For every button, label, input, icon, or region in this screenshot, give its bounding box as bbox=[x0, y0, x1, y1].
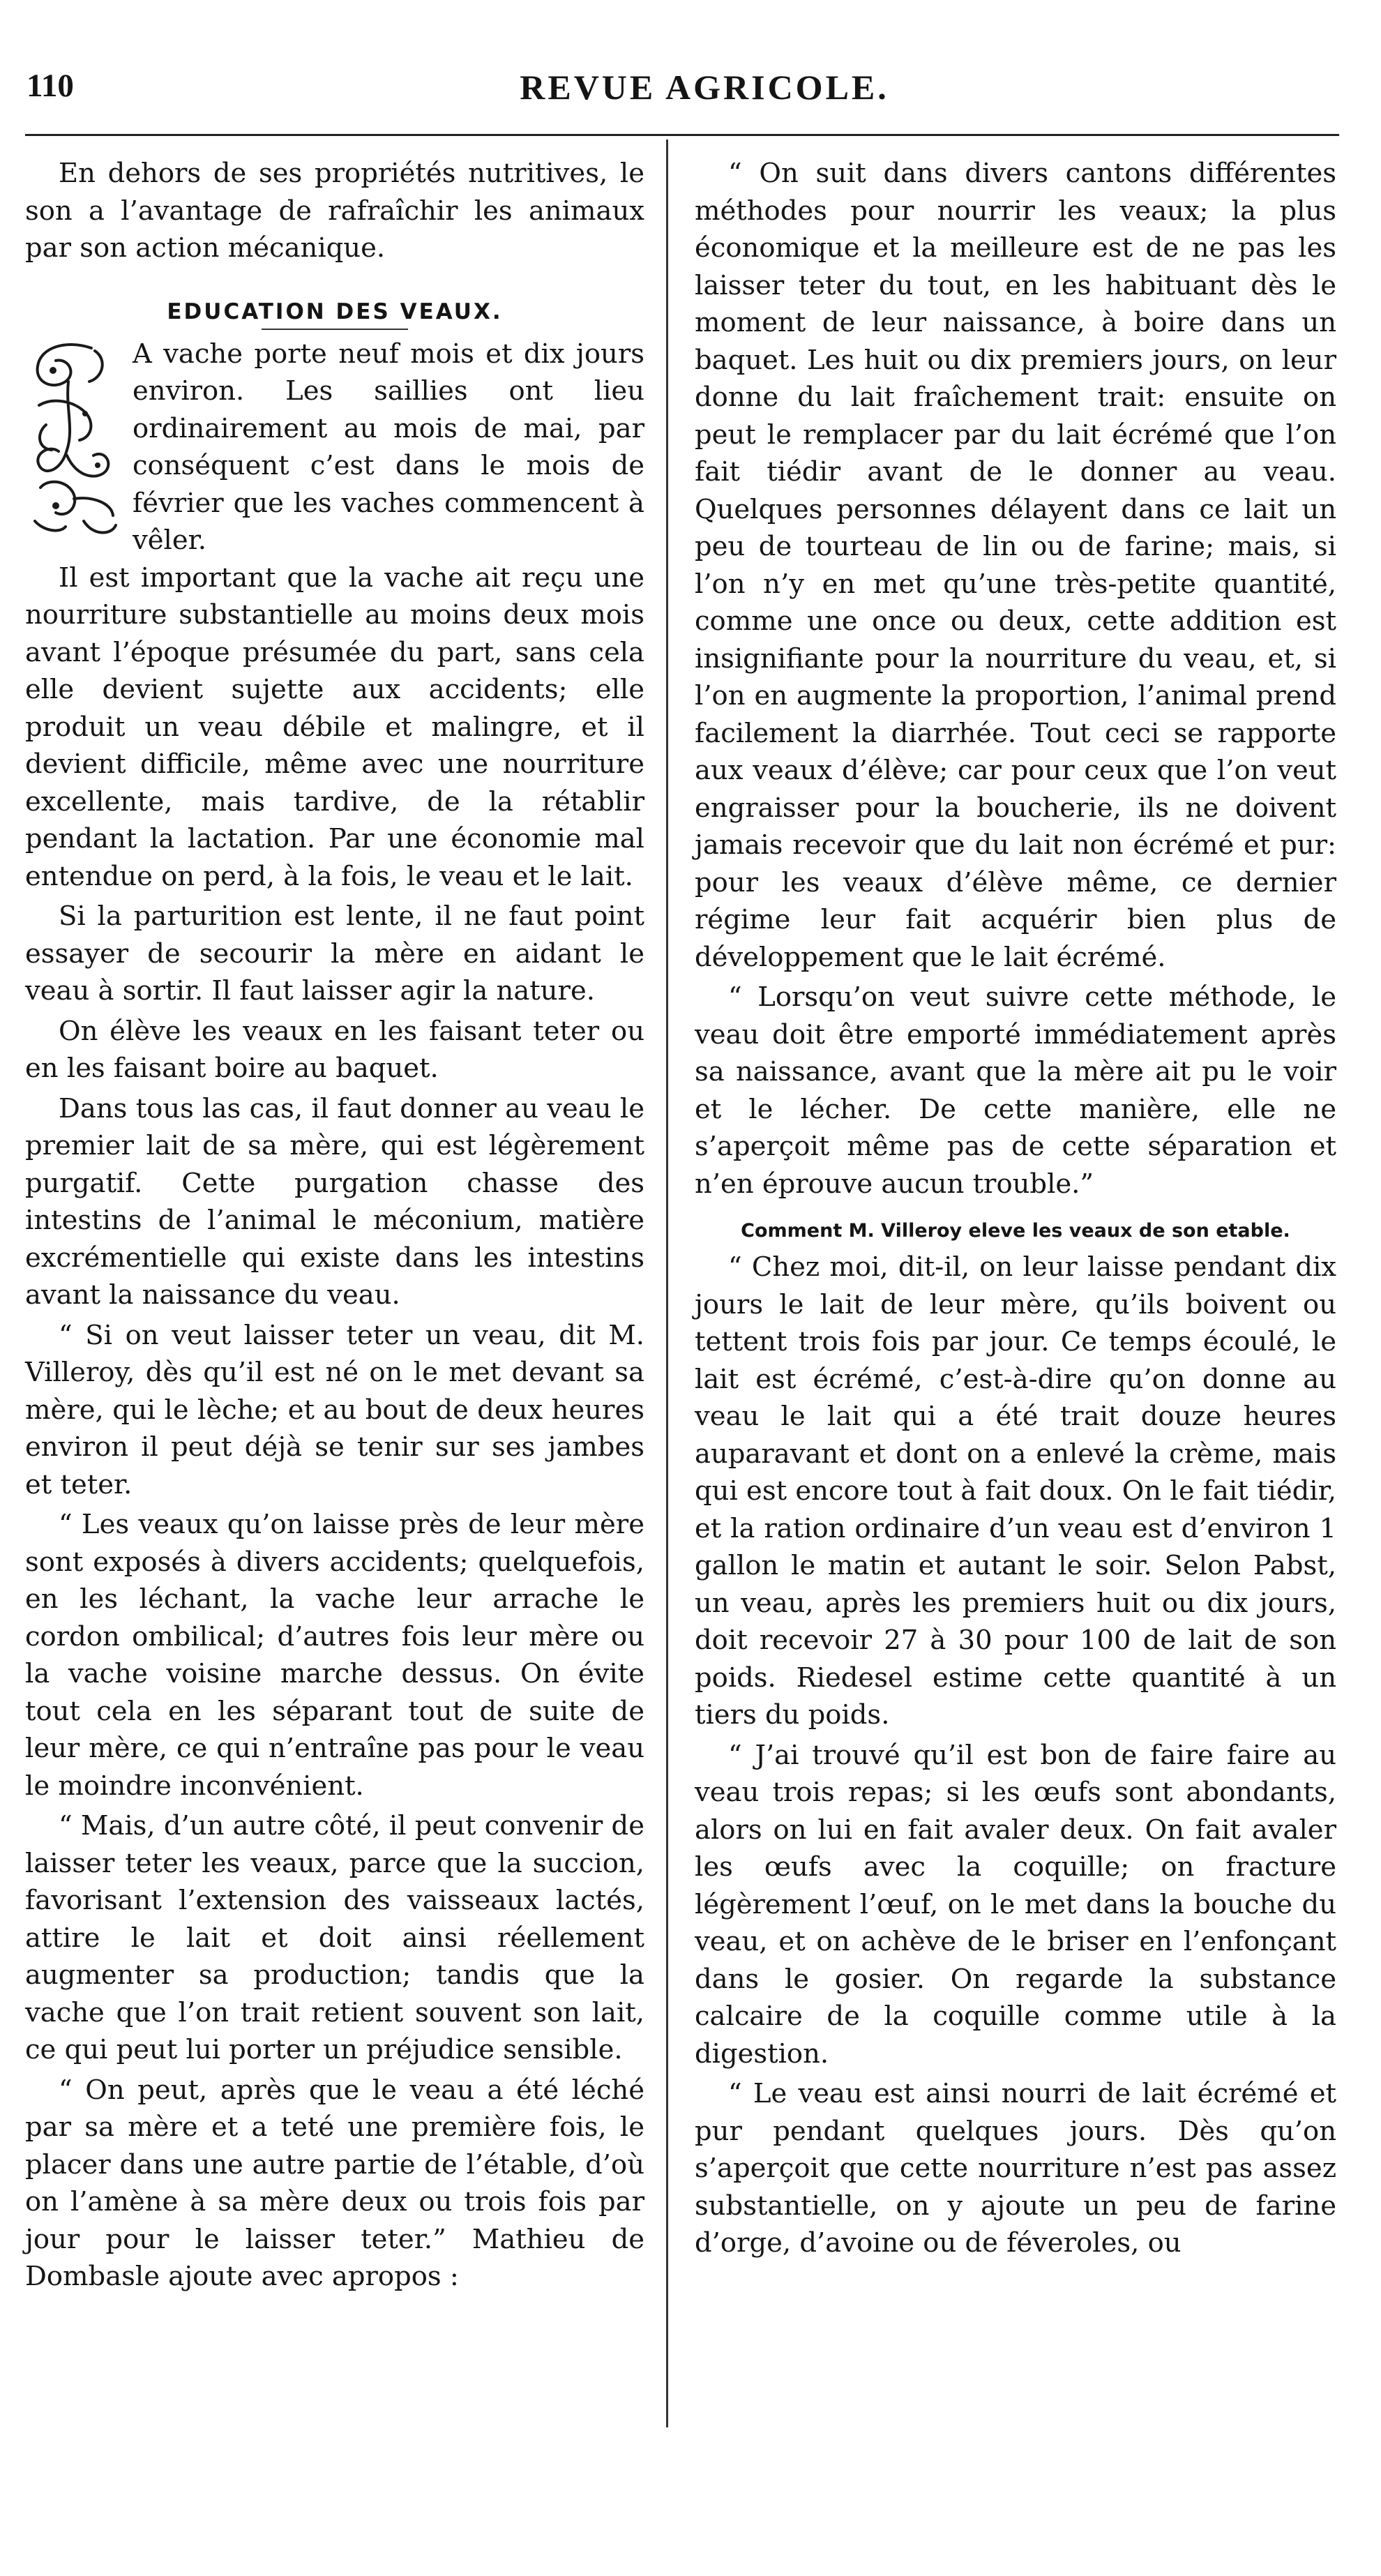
section-heading-rule bbox=[262, 329, 408, 330]
paragraph-le-veau: “ Le veau est ainsi nourri de lait écrémé et pur pendant quelques jours. Dès qu’on s’aperçoit que cette nourriture n’est pas assez substantielle, on y ajoute un peu de farine d’orge, d’avoine ou de féveroles, ou bbox=[695, 2078, 1336, 2259]
paragraph-dans-tous: Dans tous las cas, il faut donner au veau le premier lait de sa mère, qui est légèrement purgatif. Cette purgation chasse des intestins de l’animal le méconium, matière excrémentielle qui existe dans les intestins avant la naissance du veau. bbox=[25, 1092, 644, 1311]
paragraph-intro: En dehors de ses propriétés nutritives, le son a l’avantage de rafraîchir les animaux par son action mécanique. bbox=[25, 158, 644, 264]
running-head: REVUE AGRICOLE. bbox=[520, 68, 889, 107]
paragraph-on-peut: “ On peut, après que le veau a été léché par sa mère et a teté une première fois, le placer dans une autre partie de l’étable, d’où on l’amène à sa mère deux ou trois fois par jour pour le laisser teter.” Mathieu de Dombasle ajoute avec apropos : bbox=[25, 2074, 644, 2292]
paragraph-chez-moi: “ Chez moi, dit-il, on leur laisse pendant dix jours le lait de leur mère, qu’ils boivent ou tettent trois fois par jour. Ce temps écoulé, le lait est écrémé, c’est-à-dire qu’on donne au veau le lait qui a été trait douze heures auparavant et dont on a enlevé la crème, mais qui est encore tout à fait doux. On le fait tiédir, et la ration ordinaire d’un veau est d’environ 1 gallon le matin et autant le soir. Selon Pabst, un veau, après les premiers huit ou dix jours, doit recevoir 27 à 30 pour 100 de lait de son poids. Riedesel estime cette quantité à un tiers du poids. bbox=[695, 1251, 1336, 1731]
paragraph-first-text: A vache porte neuf mois et dix jours environ. Les saillies ont lieu ordinairement au mois de mai, par conséquent c’est dans le mois de février que les vaches commencent à vêler. bbox=[133, 338, 644, 556]
paragraph-eleve: On élève les veaux en les faisant teter ou en les faisant boire au baquet. bbox=[25, 1015, 644, 1084]
paragraph-important: Il est important que la vache ait reçu une nourriture substantielle au moins deux mois avant l’époque présumée du part, sans cela elle devient sujette aux accidents; elle produit un veau débile et malingre, et il devient difficile, même avec une nourriture excellente, mais tardive, de la rétablir pendant la lactation. Par une économie mal entendue on perd, à la fois, le veau et le lait. bbox=[25, 562, 644, 892]
paragraph-on-suit: “ On suit dans divers cantons différentes méthodes pour nourrir les veaux; la plus économique et la meilleure est de ne pas les laisser teter du tout, en les habituant dès le moment de leur naissance, à boire dans un baquet. Les huit ou dix premiers jours, on leur donne du lait fraîchement trait: ensuite on peut le remplacer par du lait écrémé que l’on fait tiédir avant de le donner au veau. Quelques personnes délayent dans ce lait un peu de tourteau de lin ou de farine; mais, si l’on n’y en met qu’une très-petite quantité, comme une once ou deux, cette addition est insignifiante pour la nourriture du veau, et, si l’on en augmente la proportion, l’animal prend facilement la diarrhée. Tout ceci se rapporte aux veaux d’élève; car pour ceux que l’on veut engraisser pour la boucherie, ils ne doivent jamais recevoir que du lait non écrémé et pur: pour les veaux d’élève même, ce dernier régime leur fait acquérir bien plus de développement que le lait écrémé. bbox=[695, 158, 1336, 973]
page-header bbox=[0, 0, 1381, 140]
paragraph-jai-trouve: “ J’ai trouvé qu’il est bon de faire faire au veau trois repas; si les œufs sont abondants, alors on lui en fait avaler deux. On fait avaler les œufs avec la coquille; on fracture légèrement l’œuf, on le met dans la bouche du veau, et on achève de le briser en l’enfonçant dans le gosier. On regarde la substance calcaire de la coquille comme utile à la digestion. bbox=[695, 1739, 1336, 2070]
paragraph-parturition: Si la parturition est lente, il ne faut point essayer de secourir la mère en aidant le veau à sortir. Il faut laisser agir la nature. bbox=[25, 901, 644, 1007]
section-heading bbox=[25, 298, 644, 330]
paragraph-mais: “ Mais, d’un autre côté, il peut convenir de laisser teter les veaux, parce que la succion, favorisant l’extension des vaisseaux lactés, attire le lait et doit ainsi réellement augmenter sa production; tandis que la vache que l’on trait retient souvent son lait, ce qui peut lui porter un préjudice sensible. bbox=[25, 1810, 644, 2065]
paragraph-si-on-veut: “ Si on veut laisser teter un veau, dit M. Villeroy, dès qu’il est né on le met devant sa mère, qui le lèche; et au bout de deux heures environ il peut déjà se tenir sur ses jambes et teter. bbox=[25, 1319, 644, 1500]
paragraph-les-veaux: “ Les veaux qu’on laisse près de leur mère sont exposés à divers accidents; quelquefois, en les léchant, la vache leur arrache le cordon ombilical; d’autres fois leur mère ou la vache voisine marche dessus. On évite tout cela en les séparant tout de suite de leur mère, ce qui n’entraîne pas pour le veau le moindre inconvénient. bbox=[25, 1509, 644, 1802]
paragraph-lorsqu: “ Lorsqu’on veut suivre cette méthode, le veau doit être emporté immédiatement après sa naissance, avant que la mère ait pu le voir et le lécher. De cette manière, elle ne s’aperçoit même pas de cette séparation et n’en éprouve aucun trouble.” bbox=[695, 981, 1336, 1200]
subheading: Comment M. Villeroy eleve les veaux de son etable. bbox=[741, 1220, 1290, 1242]
dropcap-ornament-icon bbox=[25, 338, 123, 541]
header-rule bbox=[25, 134, 1339, 136]
dropcap-ornament bbox=[25, 338, 123, 541]
section-heading-text: EDUCATION DES VEAUX. bbox=[167, 299, 503, 324]
column-divider bbox=[666, 140, 668, 2427]
page-number: 110 bbox=[27, 68, 74, 104]
right-column bbox=[695, 155, 1336, 2262]
left-column bbox=[25, 155, 644, 2296]
